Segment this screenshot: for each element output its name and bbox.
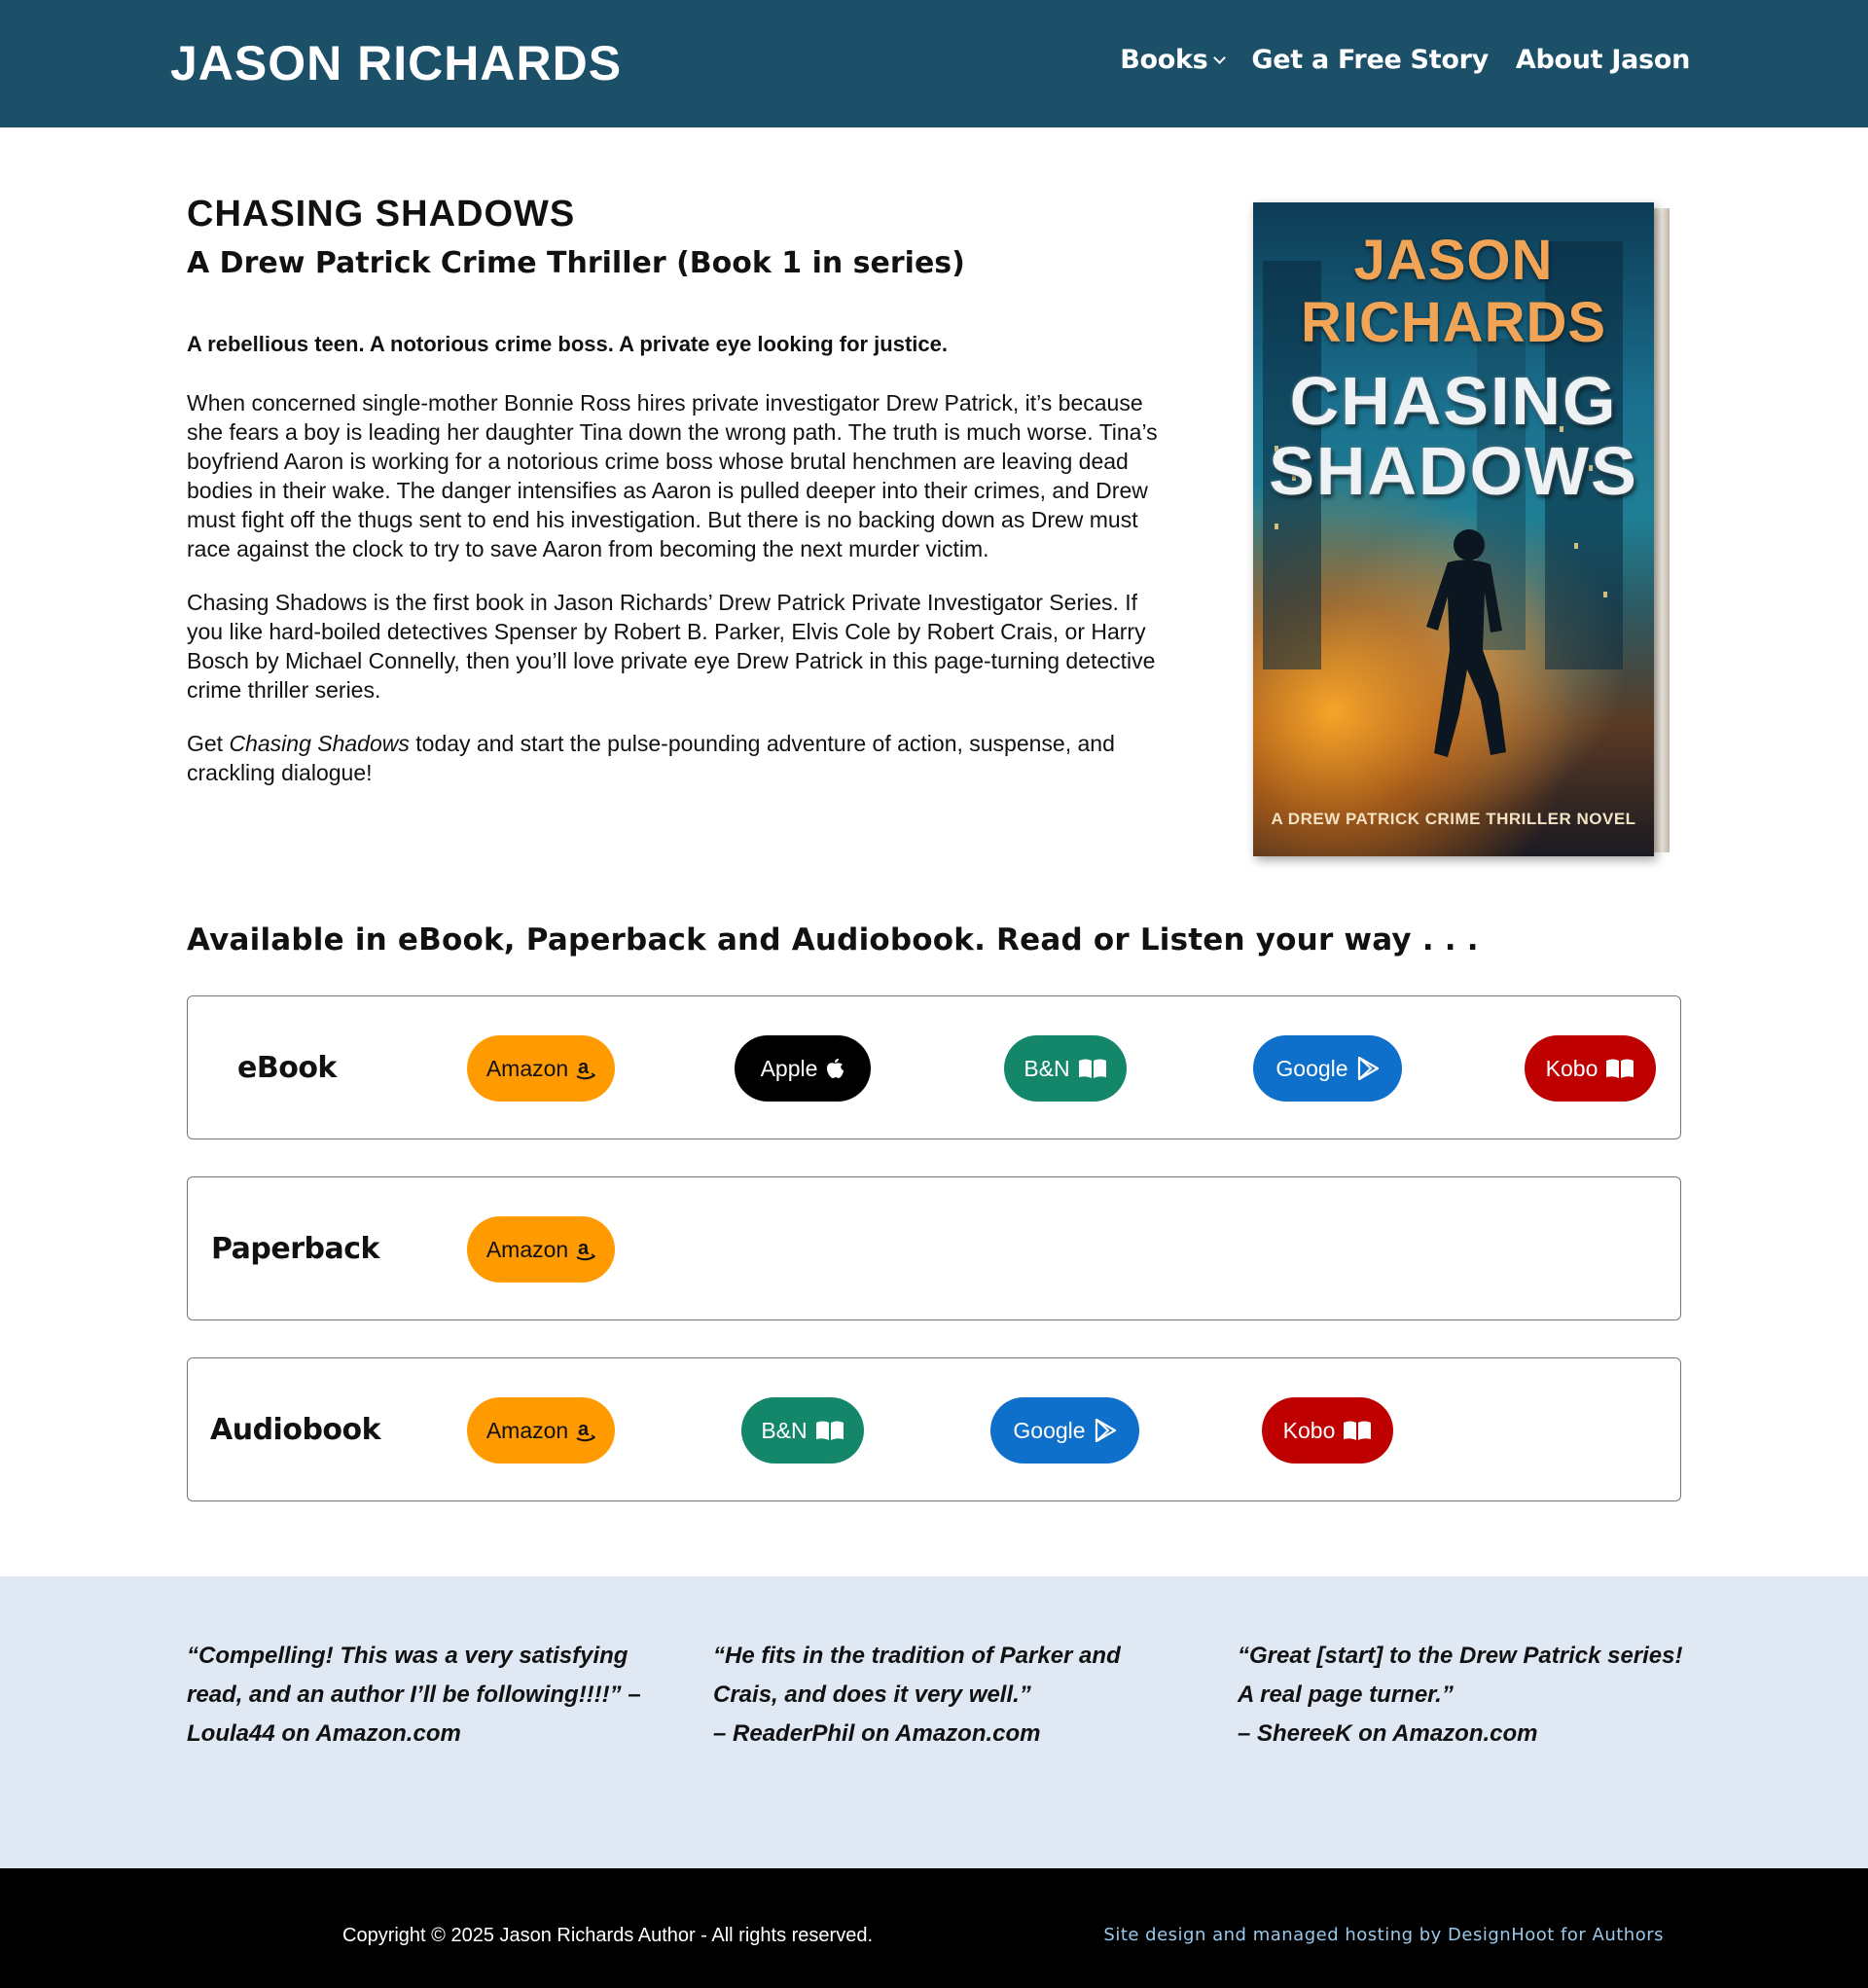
cta-title: Chasing Shadows xyxy=(229,731,410,756)
amazon-icon xyxy=(576,1057,595,1080)
apple-icon xyxy=(825,1058,844,1079)
review-3-attribution: – ShereeK on Amazon.com xyxy=(1238,1720,1538,1747)
book-cover xyxy=(1253,202,1670,856)
cover-title-line-2: SHADOWS xyxy=(1269,433,1638,509)
ebook-apple-label: Apple xyxy=(760,1055,818,1081)
book-tagline: A rebellious teen. A notorious crime boss. A private eye looking for justice. xyxy=(187,332,948,356)
format-label-audiobook: Audiobook xyxy=(210,1412,381,1447)
nav-books-label: Books xyxy=(1120,45,1208,75)
cta-suffix: today and start the pulse-pounding adventure of action, suspense, and crackling dialogue! xyxy=(187,731,1115,785)
format-row-audiobook xyxy=(187,1357,1681,1501)
audiobook-kobo-label: Kobo xyxy=(1282,1417,1336,1443)
format-row-paperback xyxy=(187,1176,1681,1320)
review-2-quote: “He fits in the tradition of Parker and Crais, and does it very well.” xyxy=(713,1643,1121,1708)
review-2 xyxy=(713,1637,1141,1753)
svg-text:a: a xyxy=(578,1238,590,1259)
copyright-text: Copyright © 2025 Jason Richards Author - All rights reserved. xyxy=(342,1925,873,1946)
site-header xyxy=(0,0,1868,127)
format-label-ebook: eBook xyxy=(237,1050,337,1085)
book-cover-front xyxy=(1253,202,1654,856)
audiobook-kobo-button[interactable] xyxy=(1262,1397,1393,1464)
audiobook-bn-button[interactable] xyxy=(741,1397,864,1464)
cover-author: JASON RICHARDS xyxy=(1300,229,1607,354)
ebook-apple-button[interactable] xyxy=(735,1035,871,1102)
audiobook-amazon-button[interactable] xyxy=(467,1397,615,1464)
nav-free-story[interactable]: Get a Free Story xyxy=(1251,45,1489,75)
ebook-google-button[interactable] xyxy=(1253,1035,1402,1102)
availability-heading: Available in eBook, Paperback and Audiobook. Read or Listen your way . . . xyxy=(187,922,1479,958)
book-icon xyxy=(1343,1420,1372,1441)
amazon-icon xyxy=(576,1419,595,1442)
running-man-silhouette xyxy=(1409,524,1526,767)
book-icon xyxy=(1605,1058,1634,1079)
book-icon xyxy=(815,1420,844,1441)
book-call-to-action xyxy=(187,729,1160,787)
google-play-icon xyxy=(1356,1057,1380,1080)
amazon-icon xyxy=(576,1238,595,1261)
cover-series-line: A DREW PATRICK CRIME THRILLER NOVEL xyxy=(1271,810,1636,828)
audiobook-google-button[interactable] xyxy=(990,1397,1139,1464)
reviews-section xyxy=(0,1576,1868,1868)
chevron-down-icon xyxy=(1214,52,1227,64)
ebook-bn-label: B&N xyxy=(1024,1055,1070,1081)
audiobook-google-label: Google xyxy=(1013,1417,1086,1443)
ebook-google-label: Google xyxy=(1275,1055,1348,1081)
google-play-icon xyxy=(1094,1419,1117,1442)
svg-text:a: a xyxy=(578,1419,590,1440)
ebook-amazon-label: Amazon xyxy=(485,1055,569,1081)
site-footer xyxy=(0,1868,1868,1988)
audiobook-bn-label: B&N xyxy=(761,1417,808,1443)
svg-text:a: a xyxy=(578,1057,590,1078)
paperback-amazon-button[interactable] xyxy=(467,1216,615,1283)
ebook-amazon-button[interactable] xyxy=(467,1035,615,1102)
book-description: When concerned single-mother Bonnie Ross hires private investigator Drew Patrick, it’s because she fears a boy is leading her daughter Tina down the wrong path. The truth is much worse. Tina’s boyfriend Aaron is working for a notorious crime boss whose brutal henchmen are leaving dead bodies in their wake. The danger intensifies as Aaron is pulled deeper into their crimes, and Drew must fight off the thugs sent to end his investigation. But there is no backing down as Drew must race against the clock to try to save Aaron from becoming the next murder victim. xyxy=(187,390,1158,561)
book-title: CHASING SHADOWS xyxy=(187,194,576,235)
cover-title xyxy=(1253,363,1654,509)
cover-title-line-1: CHASING xyxy=(1289,363,1618,439)
audiobook-amazon-label: Amazon xyxy=(485,1417,569,1443)
cta-prefix: Get xyxy=(187,731,230,756)
book-series-description: Chasing Shadows is the first book in Jason Richards’ Drew Patrick Private Investigator Series. If you like hard-boiled detectives Spenser by Robert B. Parker, Elvis Cole by Robert Crais, or Harry Bosch by Michael Connelly, then you’ll love private eye Drew Patrick in this page-turning detective crime thriller series. xyxy=(187,590,1156,703)
review-3 xyxy=(1238,1637,1695,1753)
nav-about[interactable]: About Jason xyxy=(1515,45,1690,75)
ebook-kobo-label: Kobo xyxy=(1545,1055,1599,1081)
review-1 xyxy=(187,1637,644,1753)
format-row-ebook xyxy=(187,995,1681,1139)
ebook-kobo-button[interactable] xyxy=(1525,1035,1656,1102)
format-label-paperback: Paperback xyxy=(211,1231,379,1266)
nav-books[interactable] xyxy=(1120,39,1224,82)
book-info xyxy=(187,190,1160,787)
book-icon xyxy=(1078,1058,1107,1079)
site-logo[interactable]: JASON RICHARDS xyxy=(170,36,623,90)
ebook-bn-button[interactable] xyxy=(1004,1035,1127,1102)
review-1-quote: “Compelling! This was a very satisfying read, and an author I’ll be following!!!!” – Loula44 on Amazon.com xyxy=(187,1643,641,1747)
review-2-attribution: – ReaderPhil on Amazon.com xyxy=(713,1720,1041,1747)
review-3-quote: “Great [start] to the Drew Patrick series! A real page turner.” xyxy=(1238,1643,1683,1708)
designer-credit-link[interactable]: Site design and managed hosting by DesignHoot for Authors xyxy=(1103,1925,1664,1945)
book-subtitle: A Drew Patrick Crime Thriller (Book 1 in series) xyxy=(187,246,965,280)
main-nav xyxy=(1120,39,1690,82)
book-spine xyxy=(1654,208,1670,852)
paperback-amazon-label: Amazon xyxy=(485,1236,569,1262)
